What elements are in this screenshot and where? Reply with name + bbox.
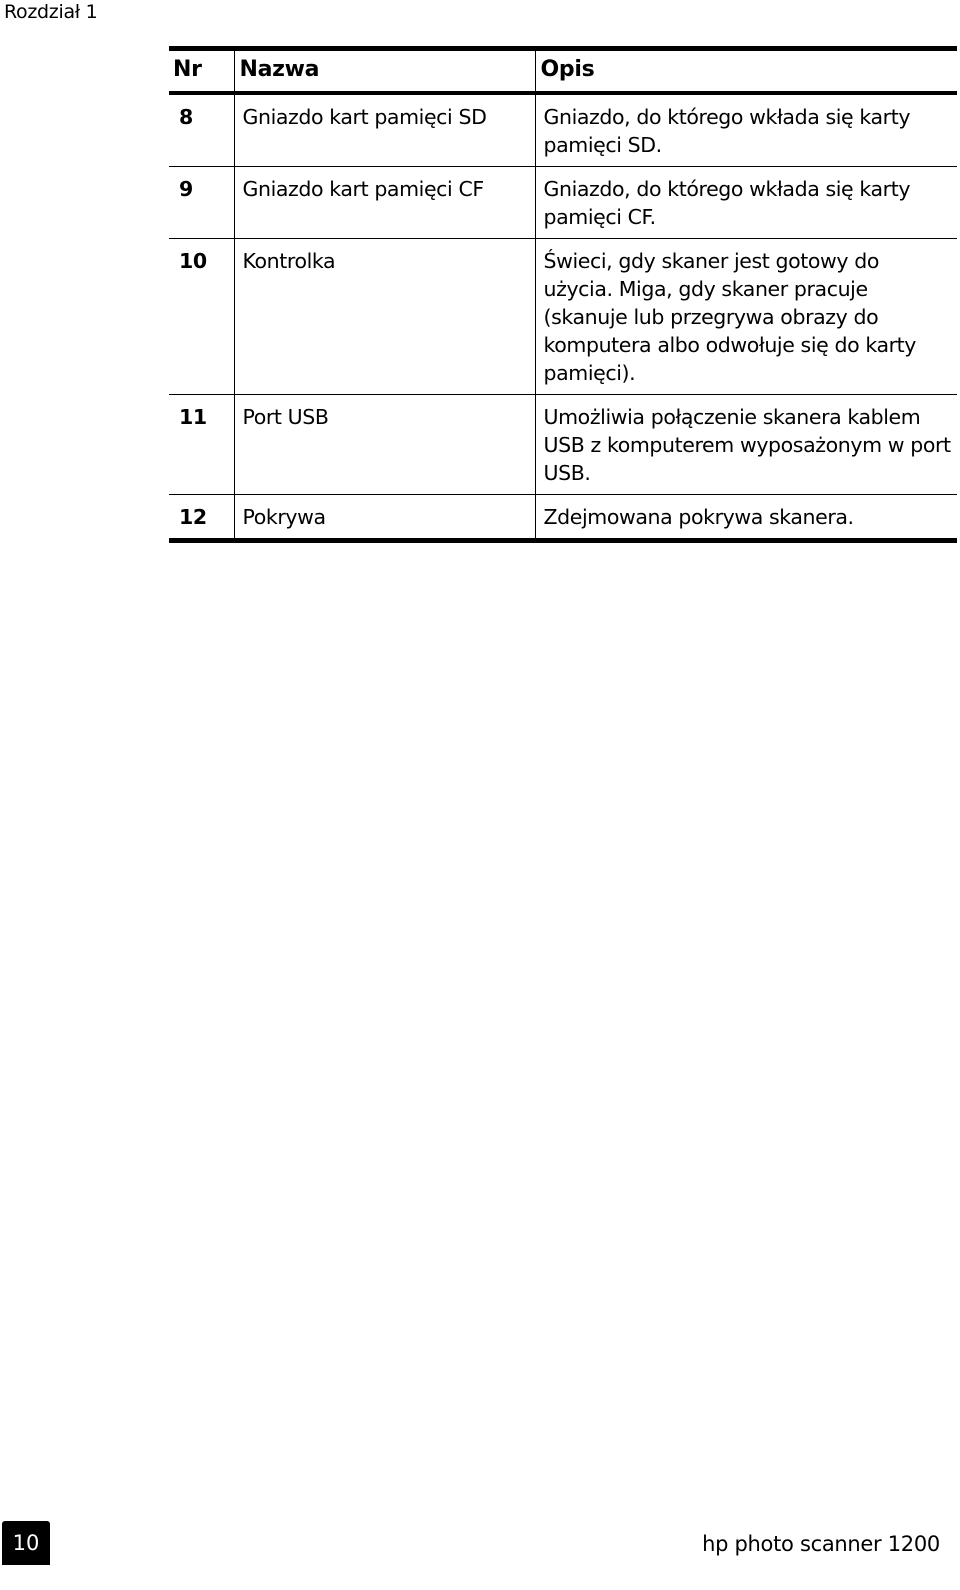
row-name: Port USB bbox=[234, 395, 535, 495]
table-row bbox=[169, 495, 957, 541]
row-description: Gniazdo, do którego wkłada się karty pamięci SD. bbox=[535, 93, 957, 167]
row-name: Gniazdo kart pamięci SD bbox=[234, 93, 535, 167]
table-row bbox=[169, 167, 957, 239]
column-header-description: Opis bbox=[535, 49, 957, 94]
row-description: Umożliwia połączenie skanera kablem USB z komputerem wyposażonym w port USB. bbox=[535, 395, 957, 495]
row-name: Pokrywa bbox=[234, 495, 535, 541]
row-number: 8 bbox=[179, 105, 193, 129]
table-row bbox=[169, 239, 957, 395]
row-name: Gniazdo kart pamięci CF bbox=[234, 167, 535, 239]
row-number: 11 bbox=[179, 405, 207, 429]
product-name: hp photo scanner 1200 bbox=[702, 1532, 940, 1556]
row-name: Kontrolka bbox=[234, 239, 535, 395]
column-header-nr: Nr bbox=[173, 57, 202, 82]
chapter-heading: Rozdział 1 bbox=[4, 1, 98, 23]
table-row bbox=[169, 93, 957, 167]
table-row bbox=[169, 395, 957, 495]
parts-table bbox=[169, 46, 957, 543]
row-number: 10 bbox=[179, 249, 207, 273]
table-header-row bbox=[169, 49, 957, 94]
row-description: Zdejmowana pokrywa skanera. bbox=[535, 495, 957, 541]
column-header-name: Nazwa bbox=[234, 49, 535, 94]
row-description: Świeci, gdy skaner jest gotowy do użycia. Miga, gdy skaner pracuje (skanuje lub przegrywa obrazy do komputera albo odwołuje się do karty pamięci). bbox=[535, 239, 957, 395]
row-number: 9 bbox=[179, 177, 193, 201]
row-description: Gniazdo, do którego wkłada się karty pamięci CF. bbox=[535, 167, 957, 239]
page-number: 10 bbox=[2, 1521, 50, 1565]
row-number: 12 bbox=[179, 505, 207, 529]
